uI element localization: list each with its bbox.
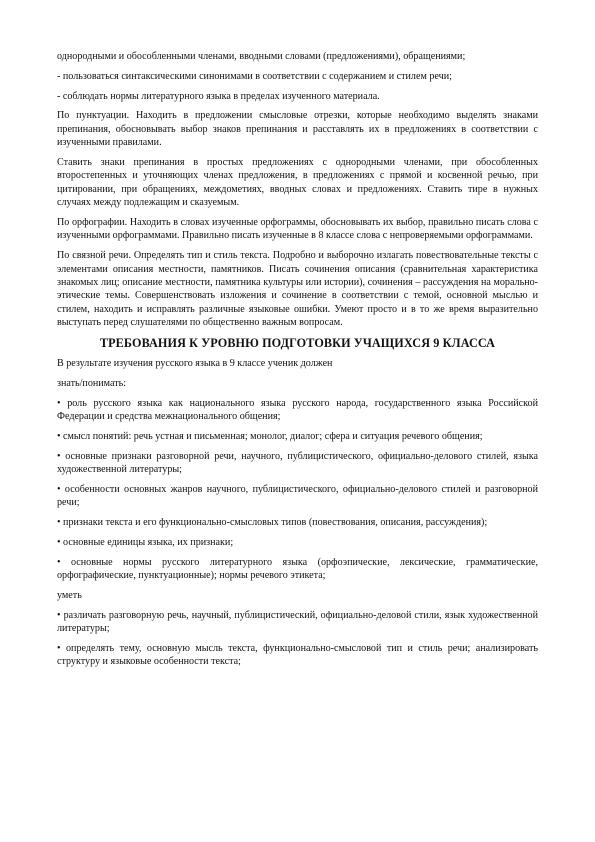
bullet-language-units: • основные единицы языка, их признаки; bbox=[57, 536, 234, 548]
bullet-determine-theme: • определять тему, основную мысль текста, функционально-смысловой тип и стиль речи; анализировать структуру и языковые особенности текста; bbox=[57, 642, 538, 668]
bullet-text-types: • признаки текста и его функционально-смысловых типов (повествования, описания, рассуждения); bbox=[57, 517, 488, 529]
bullet-role-of-russian: • роль русского языка как национального языка русского народа, государственного языка Российской Федерации и средства межнационального общения; bbox=[57, 397, 538, 423]
bullet-concepts: • смысл понятий: речь устная и письменная; монолог, диалог; сфера и ситуация речевого общения; bbox=[57, 430, 483, 442]
section-heading: ТРЕБОВАНИЯ К УРОВНЮ ПОДГОТОВКИ УЧАЩИХСЯ 9 КЛАССА bbox=[99, 336, 496, 351]
bullet-language-norms: • основные нормы русского литературного языка (орфоэпические, лексические, грамматические, орфографические, пунктуационные); нормы речевого этикета; bbox=[57, 556, 538, 582]
document-page bbox=[57, 50, 538, 675]
paragraph-intro: В результате изучения русского языка в 9 классе ученик должен bbox=[57, 358, 333, 370]
paragraph-connected-speech: По связной речи. Определять тип и стиль текста. Подробно и выборочно излагать повествовательные тексты с элементами описания местности, памятников. Писать сочинения описания (сравнительная характеристика знакомых лиц; описание местности, памятника культуры или истории), сочинения – рассуждения на морально-этические темы. Совершенствовать изложения и сочинение в соответствии с темой, основной мыслью и стилем, находить и исправлять различные языковые ошибки. Умеют просто и в то же время выразительно выступать перед слушателями по общественно важным вопросам. bbox=[57, 250, 538, 329]
label-know-understand: знать/понимать: bbox=[57, 377, 127, 389]
paragraph-syntactic-synonyms: - пользоваться синтаксическими синонимами в соответствии с содержанием и стилем речи; bbox=[57, 70, 452, 82]
paragraph-orthography: По орфографии. Находить в словах изученные орфограммы, обосновывать их выбор, правильно писать слова с изученными орфограммами. Правильно писать изученные в 8 классе слова с непроверяемыми орфограммами. bbox=[57, 217, 538, 242]
bullet-genres: • особенности основных жанров научного, публицистического, официально-делового стилей и разговорной речи; bbox=[57, 483, 538, 509]
paragraph-punctuation: По пунктуации. Находить в предложении смысловые отрезки, которые необходимо выделять знаками препинания, обосновывать выбор знаков препинания и расставлять их в предложениях в соответствии с изученными правилами. bbox=[57, 110, 538, 149]
paragraph-list-continuation: однородными и обособленными членами, вводными словами (предложениями), обращениями; bbox=[57, 51, 466, 62]
bullet-speech-features: • основные признаки разговорной речи, научного, публицистического, официально-делового стилей, языка художественной литературы; bbox=[57, 450, 538, 476]
paragraph-language-norms: - соблюдать нормы литературного языка в пределах изученного материала. bbox=[57, 90, 380, 102]
bullet-distinguish-styles: • различать разговорную речь, научный, публицистический, официально-деловой стили, язык художественной литературы; bbox=[57, 609, 538, 635]
label-be-able: уметь bbox=[57, 589, 82, 601]
paragraph-punctuation-marks: Ставить знаки препинания в простых предложениях с однородными членами, при обособленных второстепенных и уточняющих членах предложения, в предложениях с прямой и косвенной речью, при цитировании, при обращениях, междометиях, вводных словах и предложениях. Ставить тире в нужных случаях между подлежащим и сказуемым. bbox=[57, 157, 538, 209]
